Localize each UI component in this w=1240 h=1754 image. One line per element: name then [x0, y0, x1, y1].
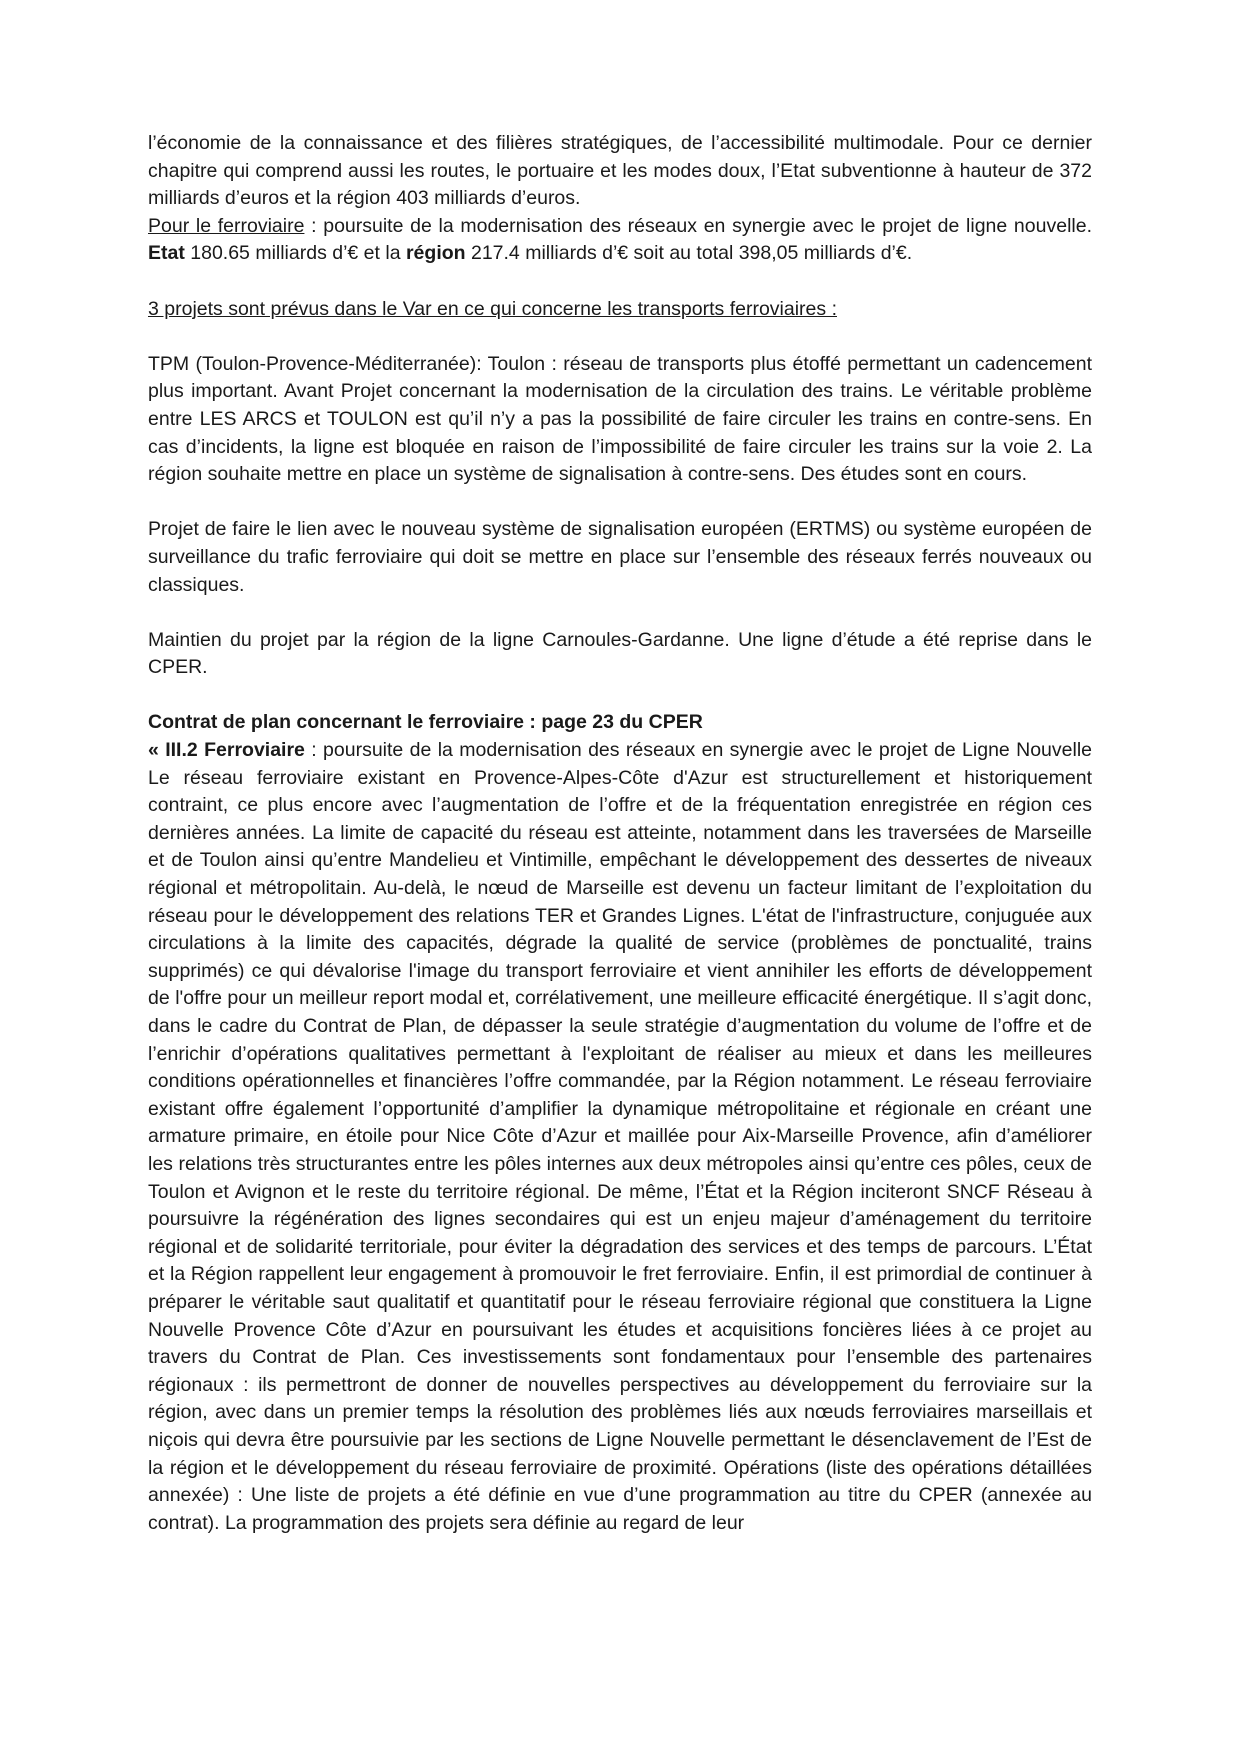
spacer: [148, 599, 1092, 627]
ferroviaire-text-2: 180.65 milliards d’€ et la: [184, 242, 406, 265]
contrat-paragraph: [148, 737, 1092, 1537]
var-heading: [148, 296, 1092, 324]
tpm-paragraph: TPM (Toulon-Provence-Méditerranée): Toulon : réseau de transports plus étoffé permettant un cadencement plus important. Avant Projet concernant la modernisation de la circulation des trains. Le véritable problème entre LES ARCS et TOULON est qu’il n’y a pas la possibilité de faire circuler les trains en contre-sens. En cas d’incidents, la ligne est bloquée en raison de l’impossibilité de faire circuler les trains sur la voie 2. La région souhaite mettre en place un système de signalisation à contre-sens. Des études sont en cours.: [148, 352, 1092, 486]
var-heading-text: 3 projets sont prévus dans le Var en ce qui concerne les transports ferroviaires :: [148, 297, 837, 320]
contrat-body: : poursuite de la modernisation des réseaux en synergie avec le projet de Ligne Nouvelle Le réseau ferroviaire existant en Provence-Alpes-Côte d'Azur est structurellement et historiquement contraint, ce plus encore avec l’augmentation de l’offre et de la fréquentation enregistrée en région ces dernières années. La limite de capacité du réseau est atteinte, notamment dans les traversées de Marseille et de Toulon ainsi qu’entre Mandelieu et Vintimille, empêchant le développement des dessertes de niveaux régional et métropolitain. Au-delà, le nœud de Marseille est devenu un facteur limitant de l’exploitation du réseau pour le développement des relations TER et Grandes Lignes. L'état de l'infrastructure, conjuguée aux circulations à la limite des capacités, dégrade la qualité de service (problèmes de ponctualité, trains supprimés) ce qui dévalorise l'image du transport ferroviaire et vient annihiler les efforts de développement de l'offre pour un meilleur report modal et, corrélativement, une meilleure efficacité énergétique. Il s’agit donc, dans le cadre du Contrat de Plan, de dépasser la seule stratégie d’augmentation du volume de l’offre et de l’enrichir d’opérations qualitatives permettant à l'exploitant de réaliser au mieux et dans les meilleures conditions opérationnelles et financières l’offre commandée, par la Région notamment. Le réseau ferroviaire existant offre également l’opportunité d’amplifier la dynamique métropolitaine et régionale en créant une armature primaire, en étoile pour Nice Côte d’Azur et maillée pour Aix-Marseille Provence, afin d’améliorer les relations très structurantes entre les pôles internes aux deux métropoles ainsi qu’entre ces pôles, ceux de Toulon et Avignon et le reste du territoire régional. De même, l’État et la Région inciteront SNCF Réseau à poursuivre la régénération des lignes secondaires qui est un enjeu majeur d’aménagement du territoire régional et de solidarité territoriale, pour éviter la dégradation des services et des temps de parcours. L’État et la Région rappellent leur engagement à promouvoir le fret ferroviaire. Enfin, il est primordial de continuer à préparer le véritable saut qualitatif et quantitatif pour le réseau ferroviaire régional que constituera la Ligne Nouvelle Provence Côte d’Azur en poursuivant les études et acquisitions foncières liées à ce projet au travers du Contrat de Plan. Ces investissements sont fondamentaux pour l’ensemble des partenaires régionaux : ils permettront de donner de nouvelles perspectives au développement du ferroviaire sur la région, avec dans un premier temps la résolution des problèmes liés aux nœuds ferroviaires marseillais et niçois qui devra être poursuivie par les sections de Ligne Nouvelle permettant le désenclavement de l’Est de la région et le développement du réseau ferroviaire de proximité. Opérations (liste des opérations détaillées annexée) : Une liste de projets a été définie en vue d’une programmation au titre du CPER (annexée au contrat). La programmation des projets sera définie au regard de leur: [148, 739, 1092, 1534]
contrat-heading: Contrat de plan concernant le ferroviaire : page 23 du CPER: [148, 711, 703, 734]
intro-paragraph: l’économie de la connaissance et des filières stratégiques, de l’accessibilité multimodale. Pour ce dernier chapitre qui comprend aussi les routes, le portuaire et les modes doux, l’Etat subventionne à hauteur de 372 milliards d’euros et la région 403 milliards d’euros.: [148, 132, 1092, 210]
section-label: III.2 Ferroviaire: [165, 739, 305, 762]
document-page: [148, 130, 1092, 1537]
ferroviaire-text-3: 217.4 milliards d’€ soit au total 398,05 milliards d’€.: [465, 242, 913, 265]
spacer: [148, 323, 1092, 351]
ferroviaire-label: Pour le ferroviaire: [148, 214, 305, 237]
spacer: [148, 489, 1092, 517]
quote-open: «: [148, 739, 166, 762]
ertms-paragraph: Projet de faire le lien avec le nouveau système de signalisation européen (ERTMS) ou système européen de surveillance du trafic ferroviaire qui doit se mettre en place sur l’ensemble des réseaux ferrés nouveaux ou classiques.: [148, 518, 1092, 596]
spacer: [148, 268, 1092, 296]
region-label: région: [405, 242, 466, 265]
ferroviaire-text-1: : poursuite de la modernisation des réseaux en synergie avec le projet de ligne nouvelle.: [304, 214, 1092, 237]
ferroviaire-paragraph: [148, 213, 1092, 268]
spacer: [148, 682, 1092, 710]
etat-label: Etat: [148, 242, 185, 265]
carnoules-paragraph: Maintien du projet par la région de la ligne Carnoules-Gardanne. Une ligne d’étude a été reprise dans le CPER.: [148, 628, 1092, 679]
